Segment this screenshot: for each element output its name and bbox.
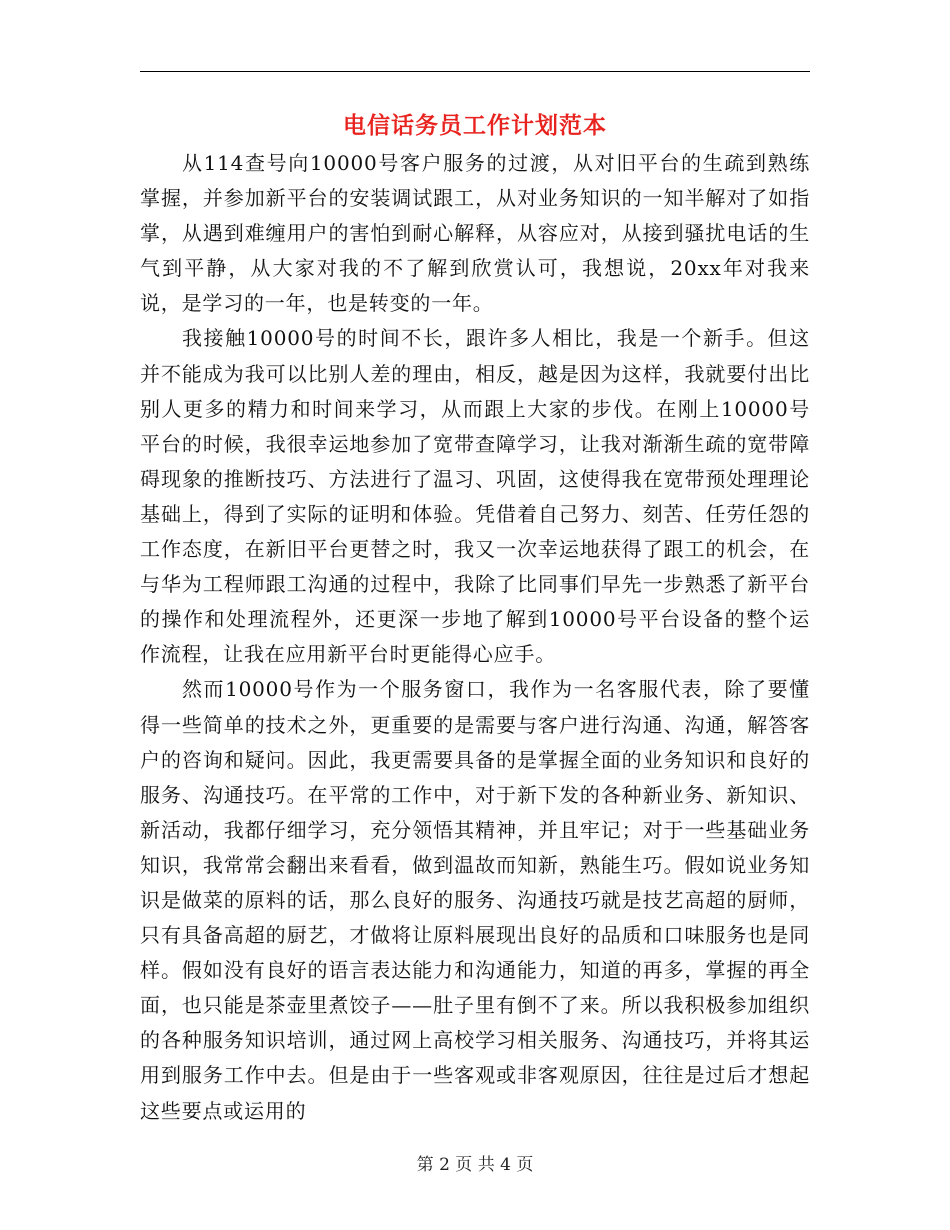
document-body	[140, 146, 810, 1129]
header-rule	[140, 71, 810, 72]
page-number-footer: 第 2 页 共 4 页	[416, 1155, 534, 1175]
paragraph-2: 我接触10000号的时间不长，跟许多人相比，我是一个新手。但这并不能成为我可以比别人差的理由，相反，越是因为这样，我就要付出比别人更多的精力和时间来学习，从而跟上大家的步伐。在刚上10000号平台的时候，我很幸运地参加了宽带查障学习，让我对渐渐生疏的宽带障碍现象的推断技巧、方法进行了温习、巩固，这使得我在宽带预处理理论基础上，得到了实际的证明和体验。凭借着自己努力、刻苦、任劳任怨的工作态度，在新旧平台更替之时，我又一次幸运地获得了跟工的机会，在与华为工程师跟工沟通的过程中，我除了比同事们早先一步熟悉了新平台的操作和处理流程外，还更深一步地了解到10000号平台设备的整个运作流程，让我在应用新平台时更能得心应手。	[140, 326, 810, 667]
paragraph-3: 然而10000号作为一个服务窗口，我作为一名客服代表，除了要懂得一些简单的技术之外，更重要的是需要与客户进行沟通、沟通，解答客户的咨询和疑问。因此，我更需要具备的是掌握全面的业务知识和良好的服务、沟通技巧。在平常的工作中，对于新下发的各种新业务、新知识、新活动，我都仔细学习，充分领悟其精神，并且牢记；对于一些基础业务知识，我常常会翻出来看看，做到温故而知新，熟能生巧。假如说业务知识是做菜的原料的话，那么良好的服务、沟通技巧就是技艺高超的厨师，只有具备高超的厨艺，才做将让原料展现出良好的品质和口味服务也是同样。假如没有良好的语言表达能力和沟通能力，知道的再多，掌握的再全面，也只能是茶壶里煮饺子——肚子里有倒不了来。所以我积极参加组织的各种服务知识培训，通过网上高校学习相关服务、沟通技巧，并将其运用到服务工作中去。但是由于一些客观或非客观原因，往往是过后才想起这些要点或运用的	[140, 677, 810, 1123]
paragraph-1: 从114查号向10000号客户服务的过渡，从对旧平台的生疏到熟练掌握，并参加新平台的安装调试跟工，从对业务知识的一知半解对了如指掌，从遇到难缠用户的害怕到耐心解释，从容应对，从接到骚扰电话的生气到平静，从大家对我的不了解到欣赏认可，我想说，20xx年对我来说，是学习的一年，也是转变的一年。	[140, 151, 810, 316]
document-title: 电信话务员工作计划范本	[343, 113, 607, 139]
